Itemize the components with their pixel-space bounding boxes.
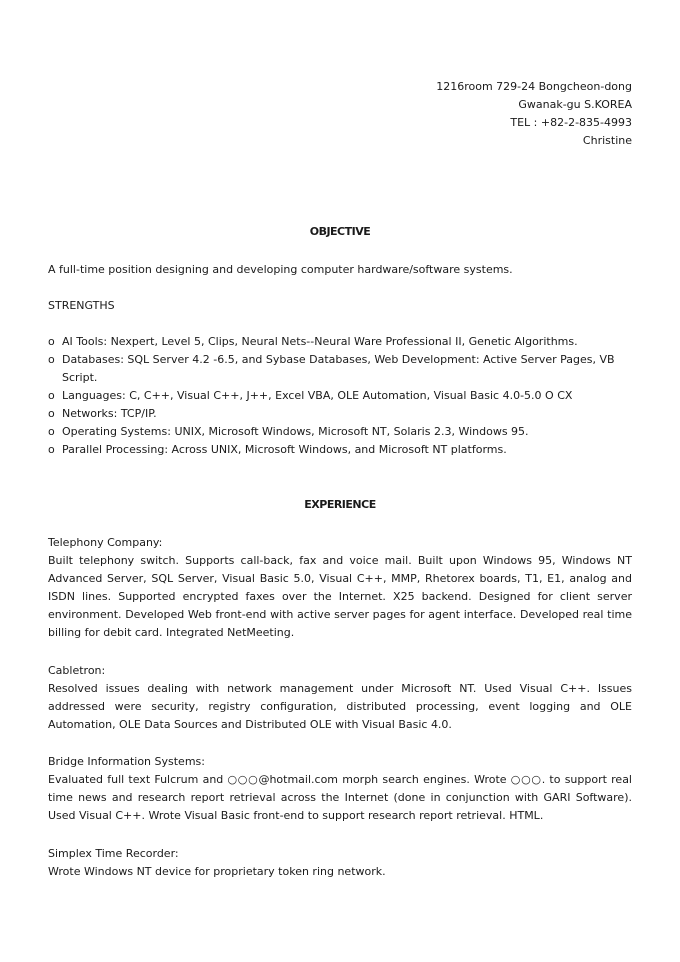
bullet-mark: o bbox=[48, 425, 55, 438]
list-item bbox=[48, 423, 632, 441]
company-name: Cabletron: bbox=[48, 664, 106, 677]
bullet-mark: o bbox=[48, 353, 55, 366]
experience-title: EXPERIENCE bbox=[304, 498, 376, 511]
strengths-title: STRENGTHS bbox=[48, 299, 115, 312]
address-line: 1216room 729-24 Bongcheon-dong bbox=[436, 80, 632, 93]
list-item bbox=[48, 387, 632, 405]
company-description: Evaluated full text Fulcrum and ○○○@hotmail.com morph search engines. Wrote ○○○. to support real time news and research report retrieval across the Internet (done in conjunction with GARI Software). Used Visual C++. Wrote Visual Basic front-end to support research report retrieval. HTML. bbox=[48, 773, 632, 822]
city-line: Gwanak-gu S.KOREA bbox=[518, 98, 632, 111]
bullet-mark: o bbox=[48, 335, 55, 348]
strength-ai-tools: AI Tools: Nexpert, Level 5, Clips, Neural Nets--Neural Ware Professional II, Genetic Algorithms. bbox=[62, 335, 578, 348]
strength-parallel-processing: Parallel Processing: Across UNIX, Microsoft Windows, and Microsoft NT platforms. bbox=[62, 443, 507, 456]
objective-title: OBJECTIVE bbox=[309, 225, 371, 238]
objective-text: A full-time position designing and developing computer hardware/software systems. bbox=[48, 263, 513, 276]
company-description: Built telephony switch. Supports call-back, fax and voice mail. Built upon Windows 95, Windows NT Advanced Server, SQL Server, Visual Basic 5.0, Visual C++, MMP, Rhetorex boards, T1, E1, analog and ISDN lines. Supported encrypted faxes over the Internet. X25 backend. Designed for client server environment. Developed Web front-end with active server pages for agent interface. Developed real time billing for debit card. Integrated NetMeeting. bbox=[48, 554, 632, 639]
contact-header bbox=[436, 78, 632, 150]
list-item bbox=[48, 441, 632, 459]
company-name: Simplex Time Recorder: bbox=[48, 847, 179, 860]
experience-entry-bridge bbox=[48, 753, 632, 825]
strengths-list bbox=[48, 333, 632, 459]
strength-databases: Databases: SQL Server 4.2 -6.5, and Sybase Databases, Web Development: Active Server Pages, VB Script. bbox=[62, 353, 615, 384]
bullet-mark: o bbox=[48, 443, 55, 456]
experience-entry-simplex bbox=[48, 845, 632, 881]
phone-line: TEL : +82-2-835-4993 bbox=[510, 116, 632, 129]
list-item bbox=[48, 333, 632, 351]
list-item bbox=[48, 351, 632, 387]
bullet-mark: o bbox=[48, 389, 55, 402]
strength-networks: Networks: TCP/IP. bbox=[62, 407, 157, 420]
strength-operating-systems: Operating Systems: UNIX, Microsoft Windows, Microsoft NT, Solaris 2.3, Windows 95. bbox=[62, 425, 529, 438]
company-description: Resolved issues dealing with network management under Microsoft NT. Used Visual C++. Issues addressed were security, registry configuration, distributed processing, event logging and OLE Automation, OLE Data Sources and Distributed OLE with Visual Basic 4.0. bbox=[48, 682, 632, 731]
name-line: Christine bbox=[582, 134, 632, 147]
strength-languages: Languages: C, C++, Visual C++, J++, Excel VBA, OLE Automation, Visual Basic 4.0-5.0 O CX bbox=[62, 389, 573, 402]
list-item bbox=[48, 405, 632, 423]
company-description: Wrote Windows NT device for proprietary token ring network. bbox=[48, 865, 386, 878]
company-name: Bridge Information Systems: bbox=[48, 755, 205, 768]
bullet-mark: o bbox=[48, 407, 55, 420]
company-name: Telephony Company: bbox=[48, 536, 163, 549]
experience-entry-cabletron bbox=[48, 662, 632, 734]
experience-entry-telephony bbox=[48, 534, 632, 642]
